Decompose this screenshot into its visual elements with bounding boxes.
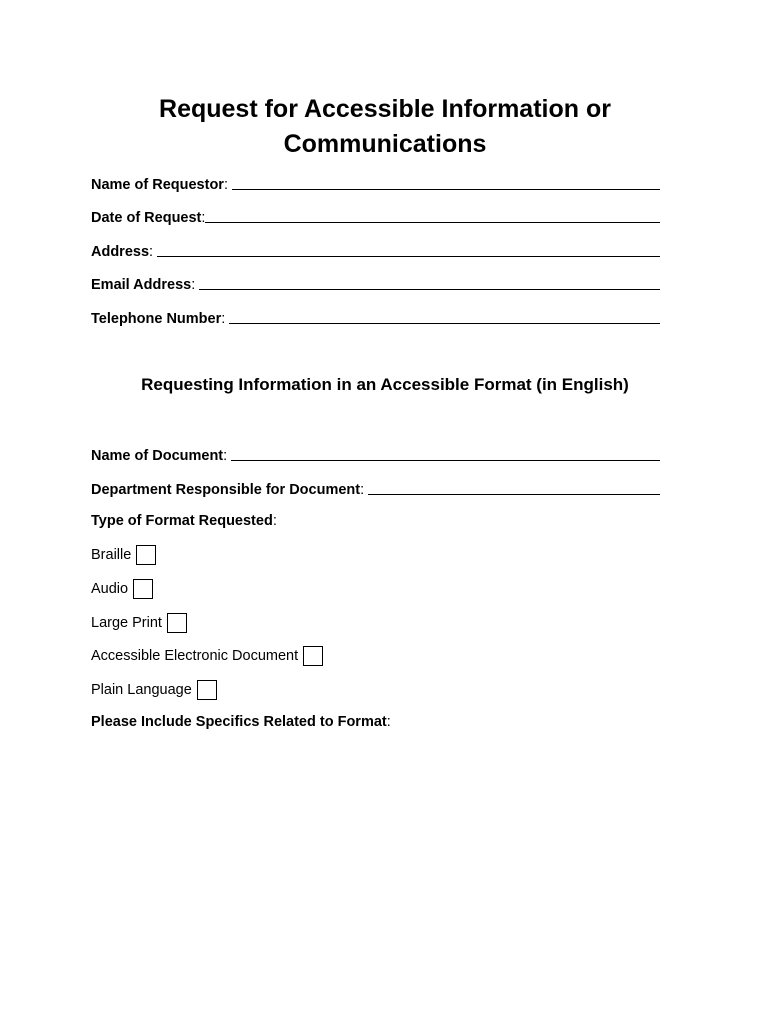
field-label: Department Responsible for Document	[91, 482, 361, 498]
format-specifics-label	[91, 712, 391, 732]
braille-checkbox[interactable]	[136, 545, 156, 565]
option-label: Plain Language	[91, 682, 192, 698]
format-option-braille[interactable]	[91, 543, 156, 567]
address-field[interactable]	[91, 240, 660, 260]
responsible-department-field[interactable]	[91, 478, 660, 498]
requestor-name-field[interactable]	[91, 173, 660, 193]
field-colon: :	[272, 513, 277, 529]
field-colon: :	[360, 482, 365, 498]
field-label: Name of Requestor	[91, 177, 224, 193]
page-title-line-1: Request for Accessible Information or	[159, 95, 611, 123]
field-label: Name of Document	[91, 448, 224, 464]
fill-in-line[interactable]	[229, 323, 660, 324]
field-label: Email Address	[91, 277, 192, 293]
field-colon: :	[223, 177, 228, 193]
option-label: Braille	[91, 547, 132, 563]
option-label: Large Print	[91, 615, 162, 631]
field-label: Please Include Specifics Related to Format	[91, 714, 387, 730]
field-label: Date of Request	[91, 210, 202, 226]
field-colon: :	[386, 714, 391, 730]
fill-in-line[interactable]	[232, 189, 660, 190]
document-name-field[interactable]	[91, 444, 660, 464]
page-title-line-2: Communications	[283, 130, 487, 158]
fill-in-line[interactable]	[368, 494, 660, 495]
field-colon: :	[221, 311, 226, 327]
page-title	[0, 92, 770, 162]
field-colon: :	[201, 210, 206, 226]
plain-language-checkbox[interactable]	[197, 680, 217, 700]
format-option-audio[interactable]	[91, 577, 153, 601]
field-colon: :	[149, 244, 154, 260]
fill-in-line[interactable]	[199, 289, 660, 290]
field-colon: :	[191, 277, 196, 293]
field-label: Address	[91, 244, 150, 260]
large-print-checkbox[interactable]	[167, 613, 187, 633]
email-address-field[interactable]	[91, 273, 660, 293]
option-label: Accessible Electronic Document	[91, 648, 299, 664]
field-colon: :	[223, 448, 228, 464]
accessible-electronic-document-checkbox[interactable]	[303, 646, 323, 666]
format-option-plain-language[interactable]	[91, 678, 217, 702]
format-option-accessible-electronic-document[interactable]	[91, 644, 323, 668]
field-label: Type of Format Requested	[91, 513, 273, 529]
request-date-field[interactable]	[91, 206, 660, 226]
section-heading: Requesting Information in an Accessible Format (in English)	[141, 375, 629, 394]
fill-in-line[interactable]	[157, 256, 660, 257]
fill-in-line[interactable]	[231, 460, 660, 461]
field-label: Telephone Number	[91, 311, 222, 327]
fill-in-line[interactable]	[205, 222, 660, 223]
telephone-number-field[interactable]	[91, 307, 660, 327]
option-label: Audio	[91, 581, 129, 597]
audio-checkbox[interactable]	[133, 579, 153, 599]
format-option-large-print[interactable]	[91, 611, 187, 635]
format-type-label	[91, 511, 277, 531]
